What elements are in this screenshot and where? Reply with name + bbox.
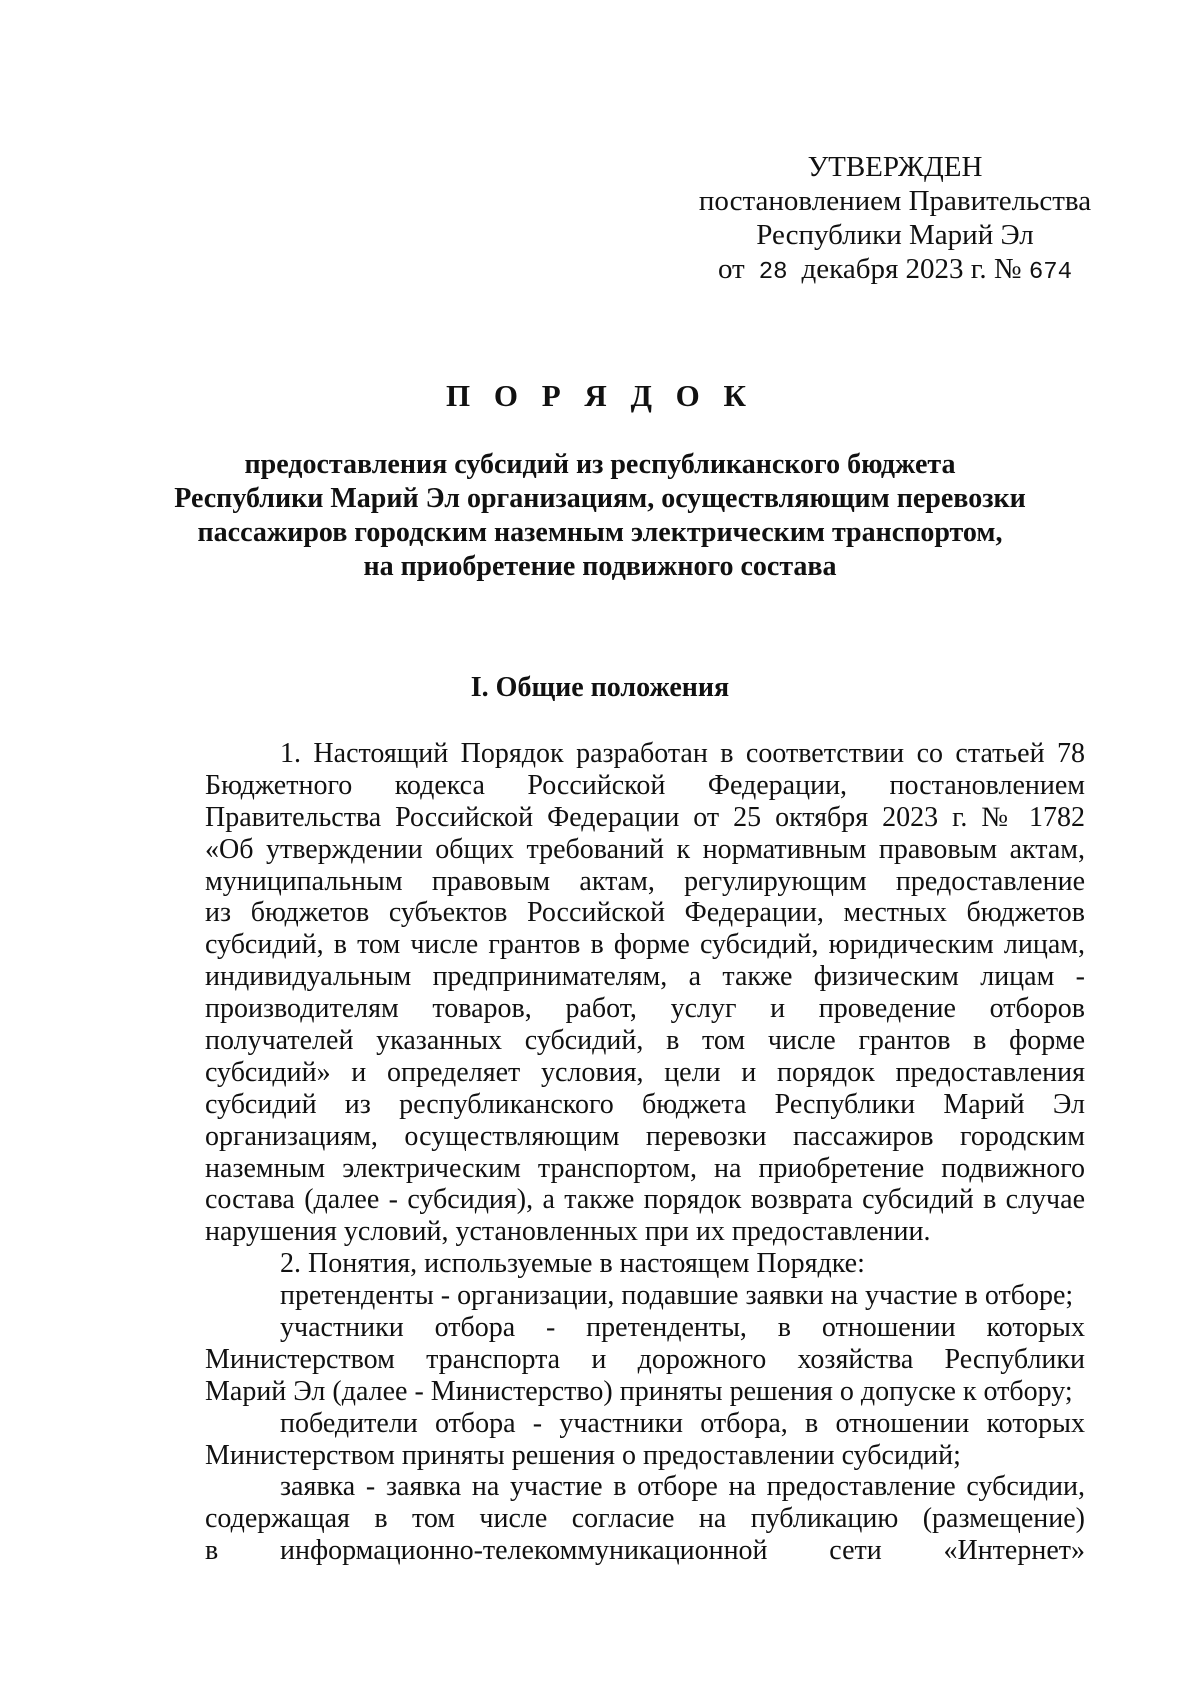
approval-number: 674: [1028, 259, 1073, 286]
body-line: муниципальным правовым актам, регулирующим предоставление: [205, 865, 1085, 897]
approval-title: УТВЕРЖДЕН: [807, 151, 983, 183]
subtitle-line: Республики Марий Эл организациям, осуществляющим перевозки: [174, 483, 1026, 514]
body-word: информационно-телекоммуникационной: [279, 1535, 768, 1567]
body-line: субсидий» и определяет условия, цели и порядок предоставления: [205, 1056, 1085, 1088]
body-text: [205, 738, 1085, 1567]
approval-republic-line: Республики Марий Эл: [756, 219, 1034, 251]
subtitle-line: предоставления субсидий из республиканского бюджета: [244, 449, 956, 480]
body-line: содержащая в том числе согласие на публикацию (размещение): [205, 1503, 1085, 1535]
approval-stamp: [690, 150, 1100, 290]
body-line: организациям, осуществляющим перевозки пассажиров городским: [205, 1120, 1085, 1152]
body-line: нарушения условий, установленных при их предоставлении.: [205, 1216, 931, 1248]
approval-date-prefix: от: [717, 253, 745, 285]
approval-decree-line: постановлением Правительства: [698, 185, 1092, 217]
body-line: получателей указанных субсидий, в том числе грантов в форме: [205, 1025, 1085, 1057]
body-line: «Об утверждении общих требований к нормативным правовым актам,: [205, 833, 1085, 865]
body-line: [205, 1535, 1085, 1567]
body-line: индивидуальным предпринимателям, а также физическим лицам -: [205, 961, 1085, 993]
body-line: Министерством приняты решения о предоставлении субсидий;: [205, 1439, 961, 1471]
body-line: Правительства Российской Федерации от 25 октября 2023 г. № 1782: [205, 801, 1085, 833]
document-subtitle: [170, 448, 1030, 584]
body-line: участники отбора - претенденты, в отношении которых: [280, 1312, 1085, 1344]
body-line: субсидий, в том числе грантов в форме субсидий, юридическим лицам,: [205, 929, 1085, 961]
subtitle-line: пассажиров городским наземным электрическим транспортом,: [197, 517, 1003, 548]
body-line: наземным электрическим транспортом, на приобретение подвижного: [205, 1152, 1085, 1184]
body-line: субсидий из республиканского бюджета Республики Марий Эл: [205, 1088, 1085, 1120]
body-word: сети: [829, 1535, 882, 1567]
body-line: претенденты - организации, подавшие заявки на участие в отборе;: [280, 1280, 1074, 1312]
approval-day: 28: [758, 259, 788, 286]
subtitle-line: на приобретение подвижного состава: [363, 551, 837, 582]
document-title: П О Р Я Д О К: [446, 378, 754, 413]
body-line: победители отбора - участники отбора, в отношении которых: [280, 1407, 1085, 1439]
body-word: «Интернет»: [943, 1535, 1085, 1567]
approval-month-year: декабря 2023 г. №: [801, 253, 1022, 285]
body-line: Марий Эл (далее - Министерство) приняты решения о допуске к отбору;: [205, 1375, 1073, 1407]
body-line: производителям товаров, работ, услуг и проведение отборов: [205, 993, 1085, 1025]
body-line: состава (далее - субсидия), а также порядок возврата субсидий в случае: [205, 1184, 1085, 1216]
body-line: заявка - заявка на участие в отборе на предоставление субсидии,: [280, 1471, 1085, 1503]
body-line: из бюджетов субъектов Российской Федерации, местных бюджетов: [205, 897, 1085, 929]
body-word: в: [205, 1535, 219, 1567]
body-line: 2. Понятия, используемые в настоящем Порядке:: [280, 1248, 865, 1280]
body-line: 1. Настоящий Порядок разработан в соответствии со статьей 78: [280, 738, 1085, 769]
body-line: Бюджетного кодекса Российской Федерации, постановлением: [205, 769, 1085, 801]
body-line: Министерством транспорта и дорожного хозяйства Республики: [205, 1343, 1085, 1375]
section-heading: I. Общие положения: [470, 672, 730, 703]
approval-date-line: [690, 252, 1100, 290]
